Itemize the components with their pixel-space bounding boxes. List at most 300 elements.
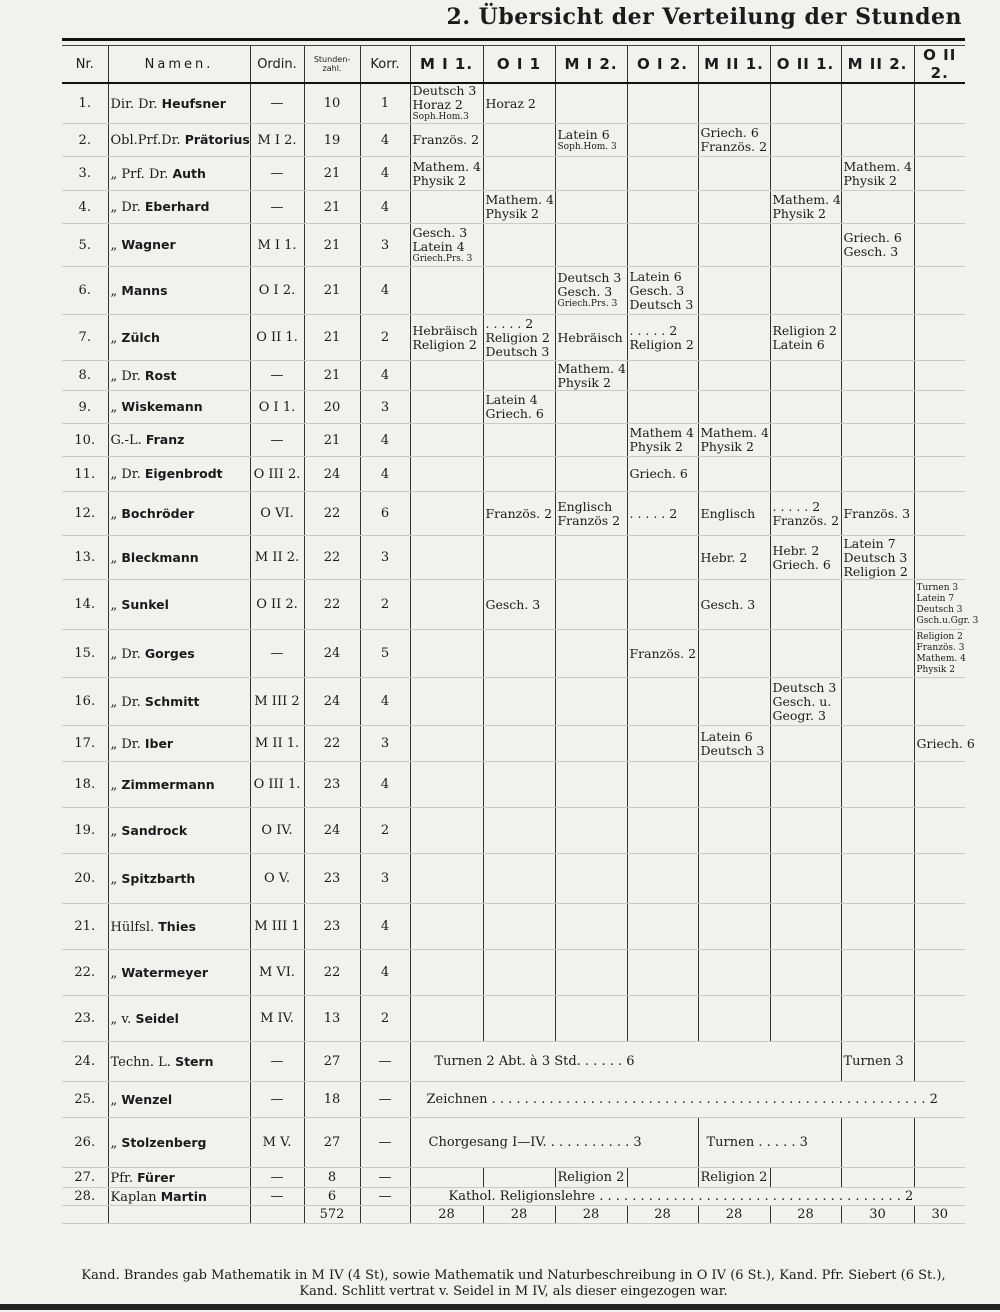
ordinarius-cell: O II 1.: [250, 315, 304, 361]
class-cell-mi1: [410, 457, 483, 492]
hours-cell: 21: [304, 424, 360, 457]
class-cell-oi2: [627, 762, 698, 808]
teacher-title: G.-L.: [110, 433, 142, 448]
class-cell-mi1: [410, 124, 483, 157]
teacher-name: Schmitt: [144, 693, 200, 709]
class-cell-mii1: [698, 157, 770, 191]
class-total: 28: [770, 1206, 841, 1224]
korr-cell: 2: [360, 580, 410, 630]
ordinarius-cell: O III 1.: [250, 762, 304, 808]
lesson-entry: Religion 2: [485, 329, 550, 345]
lesson-entry: Religion 2: [843, 563, 908, 579]
teacher-name-cell: [108, 361, 250, 391]
lesson-entry: Horaz 2: [485, 95, 536, 111]
class-cell-mii2: [841, 457, 914, 492]
korr-cell: 4: [360, 904, 410, 950]
header-class-mi2: M I 2.: [555, 46, 627, 83]
row-number: 27.: [62, 1168, 108, 1188]
class-cell-oii1: [770, 726, 841, 762]
class-cell-mi2: [555, 457, 627, 492]
teacher-name: Fürer: [137, 1169, 175, 1185]
class-cell-oi1: [483, 678, 555, 726]
span-lesson: Turnen . . . . . 3: [706, 1135, 808, 1150]
korr-cell: 4: [360, 678, 410, 726]
table-row: [62, 630, 965, 678]
ordinarius-cell: —: [250, 1042, 304, 1082]
lesson-stack: [701, 598, 768, 612]
ordinarius-cell: O IV.: [250, 808, 304, 854]
lesson-stack: [558, 128, 625, 153]
lesson-entry: . . . . . 2: [629, 322, 678, 338]
lesson-stack: [486, 393, 553, 421]
teacher-title: „: [110, 965, 118, 981]
class-cell-oii2: [914, 424, 965, 457]
hours-cell: 22: [304, 950, 360, 996]
lesson-entry: Physik 2: [557, 374, 611, 390]
teacher-title: „ Dr.: [110, 368, 141, 384]
lesson-entry: Mathem. 4: [557, 360, 626, 376]
row-number: 9.: [62, 391, 108, 424]
class-cell-mi1: [410, 580, 483, 630]
lesson-stack: [486, 598, 553, 612]
table-row-special: [62, 1042, 965, 1082]
class-cell-oi2: [627, 904, 698, 950]
ordinarius-cell: —: [250, 1082, 304, 1118]
lesson-stack: [558, 500, 625, 528]
lesson-entry: Griech.Prs. 3: [412, 253, 473, 264]
class-cell-mi2: [555, 267, 627, 315]
lesson-entry: Physik 2: [843, 172, 897, 188]
class-cell-mii1: [698, 492, 770, 536]
class-cell-mii2: [841, 580, 914, 630]
table-row: [62, 854, 965, 904]
teacher-name: Rost: [144, 367, 177, 383]
lesson-entry: Latein 6: [557, 126, 610, 142]
row-number: 23.: [62, 996, 108, 1042]
class-cell-oi1: [483, 996, 555, 1042]
ordinarius-cell: M VI.: [250, 950, 304, 996]
teacher-name: Stolzenberg: [121, 1134, 207, 1150]
lesson-entry: Französ. 3: [843, 505, 911, 521]
class-cell-oi1: [483, 904, 555, 950]
teacher-name-cell: [108, 678, 250, 726]
ordinarius-cell: O III 2.: [250, 457, 304, 492]
lesson-stack: [701, 730, 768, 758]
class-cell-mii2: [841, 391, 914, 424]
table-row: [62, 267, 965, 315]
teacher-title: Techn. L.: [110, 1054, 171, 1070]
lesson-entry: Französ 2: [557, 512, 621, 528]
row-number: 11.: [62, 457, 108, 492]
class-cell-oi1: [483, 361, 555, 391]
totals-empty: [108, 1206, 250, 1224]
ordinarius-cell: M III 1: [250, 904, 304, 950]
lesson-entry: Englisch: [700, 505, 756, 521]
class-cell-oii2: [914, 536, 965, 580]
teacher-name: Stern: [175, 1053, 214, 1069]
lesson-stack: [413, 160, 481, 188]
class-cell-oii1: [770, 854, 841, 904]
ordinarius-cell: M II 1.: [250, 726, 304, 762]
teacher-name: Sandrock: [121, 822, 188, 838]
row-number: 20.: [62, 854, 108, 904]
class-cell-mi2: [555, 808, 627, 854]
lesson-entry: Gesch. 3: [629, 282, 685, 298]
span-cell: [410, 1082, 965, 1118]
teacher-title: „: [110, 506, 118, 522]
span-cell: [410, 1118, 698, 1168]
class-cell-mii1: [698, 726, 770, 762]
lesson-entry: Deutsch 3: [843, 549, 908, 565]
lesson-entry: Deutsch 3: [412, 83, 477, 98]
table-row: [62, 424, 965, 457]
class-cell-oi2: [627, 424, 698, 457]
korr-cell: 4: [360, 267, 410, 315]
header-namen: Namen.: [108, 46, 250, 83]
lesson-entry: Mathem. 4: [700, 425, 769, 440]
footnote: Kand. Brandes gab Mathematik in M IV (4 St), sowie Mathematik und Naturbeschreibung in O IV (6 St.), Kand. Pfr. Siebert (6 St.), Kand. Schlitt vertrat v. Seidel in M IV, als dieser eingezogen war.: [81, 1268, 946, 1299]
class-cell-oi2: [627, 854, 698, 904]
lesson-entry: Mathem. 4: [412, 158, 481, 174]
teacher-name-cell: [108, 492, 250, 536]
class-cell-mii1: [698, 630, 770, 678]
span-cell: [410, 1042, 841, 1082]
class-cell-oii1: [770, 904, 841, 950]
class-cell-mi1: [410, 854, 483, 904]
class-cell-mii1: [698, 678, 770, 726]
lesson-stack: [773, 193, 839, 221]
class-cell-mii2: [841, 854, 914, 904]
lesson-stack: [413, 84, 481, 123]
ordinarius-cell: M I 1.: [250, 224, 304, 267]
class-cell-oii2: [914, 124, 965, 157]
row-number: 4.: [62, 191, 108, 224]
header-class-mi1: M I 1.: [410, 46, 483, 83]
lesson-entry: Latein 4: [412, 238, 465, 254]
teacher-name: Zülch: [121, 329, 160, 345]
class-cell-mii1: [698, 391, 770, 424]
class-cell-oii2: [914, 1168, 965, 1188]
span-lesson: Chorgesang I—IV. . . . . . . . . . . 3: [428, 1135, 642, 1150]
totals-empty: [250, 1206, 304, 1224]
class-cell-oii2: [914, 678, 965, 726]
teacher-name-cell: [108, 224, 250, 267]
ordinarius-cell: M V.: [250, 1118, 304, 1168]
class-cell-mii2: [841, 762, 914, 808]
class-cell-mi2: [555, 424, 627, 457]
class-cell-mii2: [841, 950, 914, 996]
class-cell-oii1: [770, 191, 841, 224]
class-cell-oii2: [914, 1118, 965, 1168]
hours-cell: 20: [304, 391, 360, 424]
class-cell-mi2: [555, 762, 627, 808]
class-cell-mi1: [410, 726, 483, 762]
lesson-entry: Latein 6: [629, 268, 682, 284]
teacher-name: Eberhard: [144, 199, 210, 214]
teacher-title: „: [110, 238, 118, 253]
class-cell-mii2: [841, 1168, 914, 1188]
table-row-special: [62, 1082, 965, 1118]
class-cell-oi1: [483, 83, 555, 124]
lesson-stack: [486, 507, 553, 521]
class-cell-mi1: [410, 224, 483, 267]
row-number: 5.: [62, 224, 108, 267]
class-cell-mi1: [410, 536, 483, 580]
ordinarius-cell: —: [250, 191, 304, 224]
header-ordin: Ordin.: [250, 46, 304, 83]
hours-cell: 21: [304, 315, 360, 361]
class-cell-mi1: [410, 157, 483, 191]
class-cell-oii1: [770, 630, 841, 678]
row-number: 19.: [62, 808, 108, 854]
lesson-entry: Deutsch 3: [629, 296, 694, 312]
teacher-name-cell: [108, 1118, 250, 1168]
table-row: [62, 157, 965, 191]
teacher-name-cell: [108, 854, 250, 904]
teacher-name: Wenzel: [121, 1091, 173, 1107]
teacher-title: „: [110, 871, 118, 887]
class-cell-mii1: Religion 2: [698, 1168, 770, 1188]
table-row: [62, 315, 965, 361]
class-cell-mi1: [410, 904, 483, 950]
row-number: 14.: [62, 580, 108, 630]
korr-cell: 4: [360, 157, 410, 191]
class-cell-oii1: [770, 808, 841, 854]
lesson-stack: [413, 133, 481, 147]
teacher-name: Franz: [145, 432, 185, 447]
class-cell-oi2: [627, 224, 698, 267]
lesson-entry: Griech. 6: [700, 125, 759, 140]
totals-empty: [62, 1206, 108, 1224]
header-class-oii1: O II 1.: [770, 46, 841, 83]
lesson-entry: Gesch. 3: [557, 284, 613, 299]
class-cell-mii1: [698, 904, 770, 950]
ordinarius-cell: —: [250, 424, 304, 457]
table-row: [62, 762, 965, 808]
teacher-name-cell: [108, 580, 250, 630]
class-cell-oii2: [914, 580, 979, 630]
class-cell-mii1: [698, 191, 770, 224]
teacher-name: Prätorius: [184, 132, 250, 147]
row-number: 6.: [62, 267, 108, 315]
lesson-stack: [413, 324, 481, 352]
class-cell-oi1: [483, 536, 555, 580]
distribution-table: [62, 46, 979, 1224]
lesson-entry: Französ. 2: [700, 139, 768, 154]
teacher-name: Thies: [158, 918, 196, 934]
teacher-title: „ Dr.: [110, 200, 141, 215]
teacher-name: Auth: [172, 165, 206, 181]
table-row: [62, 83, 965, 124]
class-cell-oii2: [914, 83, 965, 124]
teacher-name-cell: [108, 391, 250, 424]
teacher-name-cell: [108, 1188, 250, 1206]
class-cell-oi1: [483, 854, 555, 904]
row-number: 25.: [62, 1082, 108, 1118]
row-number: 26.: [62, 1118, 108, 1168]
teacher-name-cell: [108, 315, 250, 361]
hours-cell: 21: [304, 361, 360, 391]
class-cell-mi1: [410, 361, 483, 391]
class-cell-mii2: [841, 904, 914, 950]
hours-cell: 18: [304, 1082, 360, 1118]
teacher-title: „: [110, 1135, 118, 1151]
title-rule: [62, 38, 965, 41]
ordinarius-cell: —: [250, 361, 304, 391]
class-cell-mi2: Religion 2: [555, 1168, 627, 1188]
lesson-stack: [916, 735, 975, 751]
class-cell-oii1: [770, 457, 841, 492]
class-cell-mii2: [841, 315, 914, 361]
lesson-entry: Turnen 3: [916, 582, 959, 593]
lesson-entry: Hebr. 2: [700, 549, 748, 565]
class-cell-oii1: [770, 536, 841, 580]
class-cell-oii2: [914, 361, 965, 391]
lesson-stack: [486, 97, 553, 111]
page-title: 2. Übersicht der Verteilung der Stunden: [446, 4, 962, 30]
row-number: 7.: [62, 315, 108, 361]
korr-cell: —: [360, 1042, 410, 1082]
header-class-oi2: O I 2.: [627, 46, 698, 83]
lesson-stack: [701, 126, 768, 154]
row-number: 12.: [62, 492, 108, 536]
lesson-entry: Latein 4: [485, 392, 538, 407]
class-cell-mii2: [841, 157, 914, 191]
class-cell-mii1: [698, 536, 770, 580]
table-row: [62, 950, 965, 996]
class-cell-mii1: [698, 457, 770, 492]
class-cell-oi1: [483, 457, 555, 492]
class-cell-oi2: [627, 315, 698, 361]
teacher-title: „: [110, 597, 118, 613]
hours-cell: 23: [304, 762, 360, 808]
lesson-stack: [630, 467, 696, 481]
korr-cell: 4: [360, 950, 410, 996]
teacher-name: Manns: [121, 282, 168, 298]
class-cell-mi2: [555, 904, 627, 950]
class-cell-oi1: [483, 315, 555, 361]
class-cell-oi2: [627, 267, 698, 315]
lesson-stack: [916, 582, 979, 627]
lesson-entry: Griech. 6: [485, 406, 544, 421]
ordinarius-cell: O VI.: [250, 492, 304, 536]
row-number: 28.: [62, 1188, 108, 1206]
ordinarius-cell: —: [250, 1188, 304, 1206]
class-cell-oi2: [627, 457, 698, 492]
lesson-stack: [701, 551, 768, 565]
lesson-entry: Deutsch 3: [916, 604, 963, 615]
class-cell-mi1: [410, 191, 483, 224]
class-cell-oi1: [483, 950, 555, 996]
teacher-name-cell: [108, 83, 250, 124]
class-cell-oi1: [483, 157, 555, 191]
teacher-name: Bleckmann: [121, 549, 199, 565]
teacher-name-cell: [108, 457, 250, 492]
lesson-entry: Latein 6: [772, 336, 825, 352]
korr-cell: —: [360, 1168, 410, 1188]
lesson-entry: Mathem. 4: [916, 653, 966, 664]
lesson-entry: Gesch. 3: [485, 596, 541, 612]
class-cell-oi1: [483, 808, 555, 854]
hours-cell: 21: [304, 157, 360, 191]
class-cell-oi2: [627, 630, 698, 678]
teacher-name-cell: [108, 1168, 250, 1188]
row-number: 17.: [62, 726, 108, 762]
class-cell-oi2: [627, 950, 698, 996]
class-cell-oi2: [627, 580, 698, 630]
class-cell-oii1: [770, 762, 841, 808]
hours-cell: 21: [304, 224, 360, 267]
class-cell-oi1: [483, 191, 555, 224]
korr-cell: 3: [360, 536, 410, 580]
class-cell-mi1: [410, 996, 483, 1042]
lesson-entry: Deutsch 3: [700, 742, 765, 758]
teacher-title: Kaplan: [110, 1189, 157, 1205]
lesson-entry: Gesch. 3: [412, 224, 468, 240]
korr-cell: 4: [360, 762, 410, 808]
table-row: [62, 124, 965, 157]
teacher-name: Gorges: [144, 645, 195, 661]
lesson-entry: Englisch: [557, 498, 613, 514]
class-cell-oii2: [914, 391, 965, 424]
ordinarius-cell: M IV.: [250, 996, 304, 1042]
row-number: 22.: [62, 950, 108, 996]
class-cell-mi2: [555, 726, 627, 762]
class-cell-mii2: [841, 124, 914, 157]
class-cell-oii2: [914, 457, 965, 492]
teacher-title: „: [110, 777, 118, 793]
class-cell-mii1: [698, 124, 770, 157]
teacher-title: „ Prf. Dr.: [110, 166, 169, 182]
class-cell-oii2: [914, 315, 965, 361]
class-cell-oii1: [770, 391, 841, 424]
class-cell-oi2: [627, 678, 698, 726]
lesson-entry: Französ. 2: [772, 512, 840, 528]
class-cell-oii2: [914, 492, 965, 536]
span-lesson: Zeichnen . . . . . . . . . . . . . . . . . . . . . . . . . . . . . . . . . . . . . . . . . . . . . . . . . . . . . 2: [426, 1092, 938, 1107]
lesson-entry: . . . . . 2: [772, 498, 821, 514]
class-cell-oi1: [483, 726, 555, 762]
class-cell-oii1: [770, 83, 841, 124]
table-row: [62, 678, 965, 726]
class-cell-oii1: [770, 224, 841, 267]
table-row: [62, 808, 965, 854]
class-cell-oii1: [770, 361, 841, 391]
header-stundenzahl: Stunden-zahl.: [304, 46, 360, 83]
korr-cell: —: [360, 1082, 410, 1118]
class-cell-mii1: [698, 83, 770, 124]
lesson-entry: Deutsch 3: [557, 270, 622, 285]
class-cell-mi1: [410, 762, 483, 808]
class-cell-mi2: [555, 950, 627, 996]
lesson-entry: Gsch.u.Ggr. 3: [916, 615, 979, 626]
lesson-entry: Griech. 6: [843, 230, 902, 245]
class-cell-mii2: [841, 267, 914, 315]
hours-cell: 22: [304, 492, 360, 536]
lesson-entry: Latein 6: [700, 728, 753, 744]
class-cell-oi2: [627, 124, 698, 157]
table-row: [62, 191, 965, 224]
teacher-title: Obl.Prf.Dr.: [110, 133, 181, 148]
lesson-stack: [630, 426, 696, 454]
class-cell-oii2: [914, 762, 965, 808]
class-cell-mi2: [555, 536, 627, 580]
class-cell-oii2: [914, 950, 965, 996]
class-cell-oii2: [914, 630, 965, 678]
ordinarius-cell: —: [250, 1168, 304, 1188]
table-row: [62, 492, 965, 536]
class-cell-mi1: [410, 678, 483, 726]
